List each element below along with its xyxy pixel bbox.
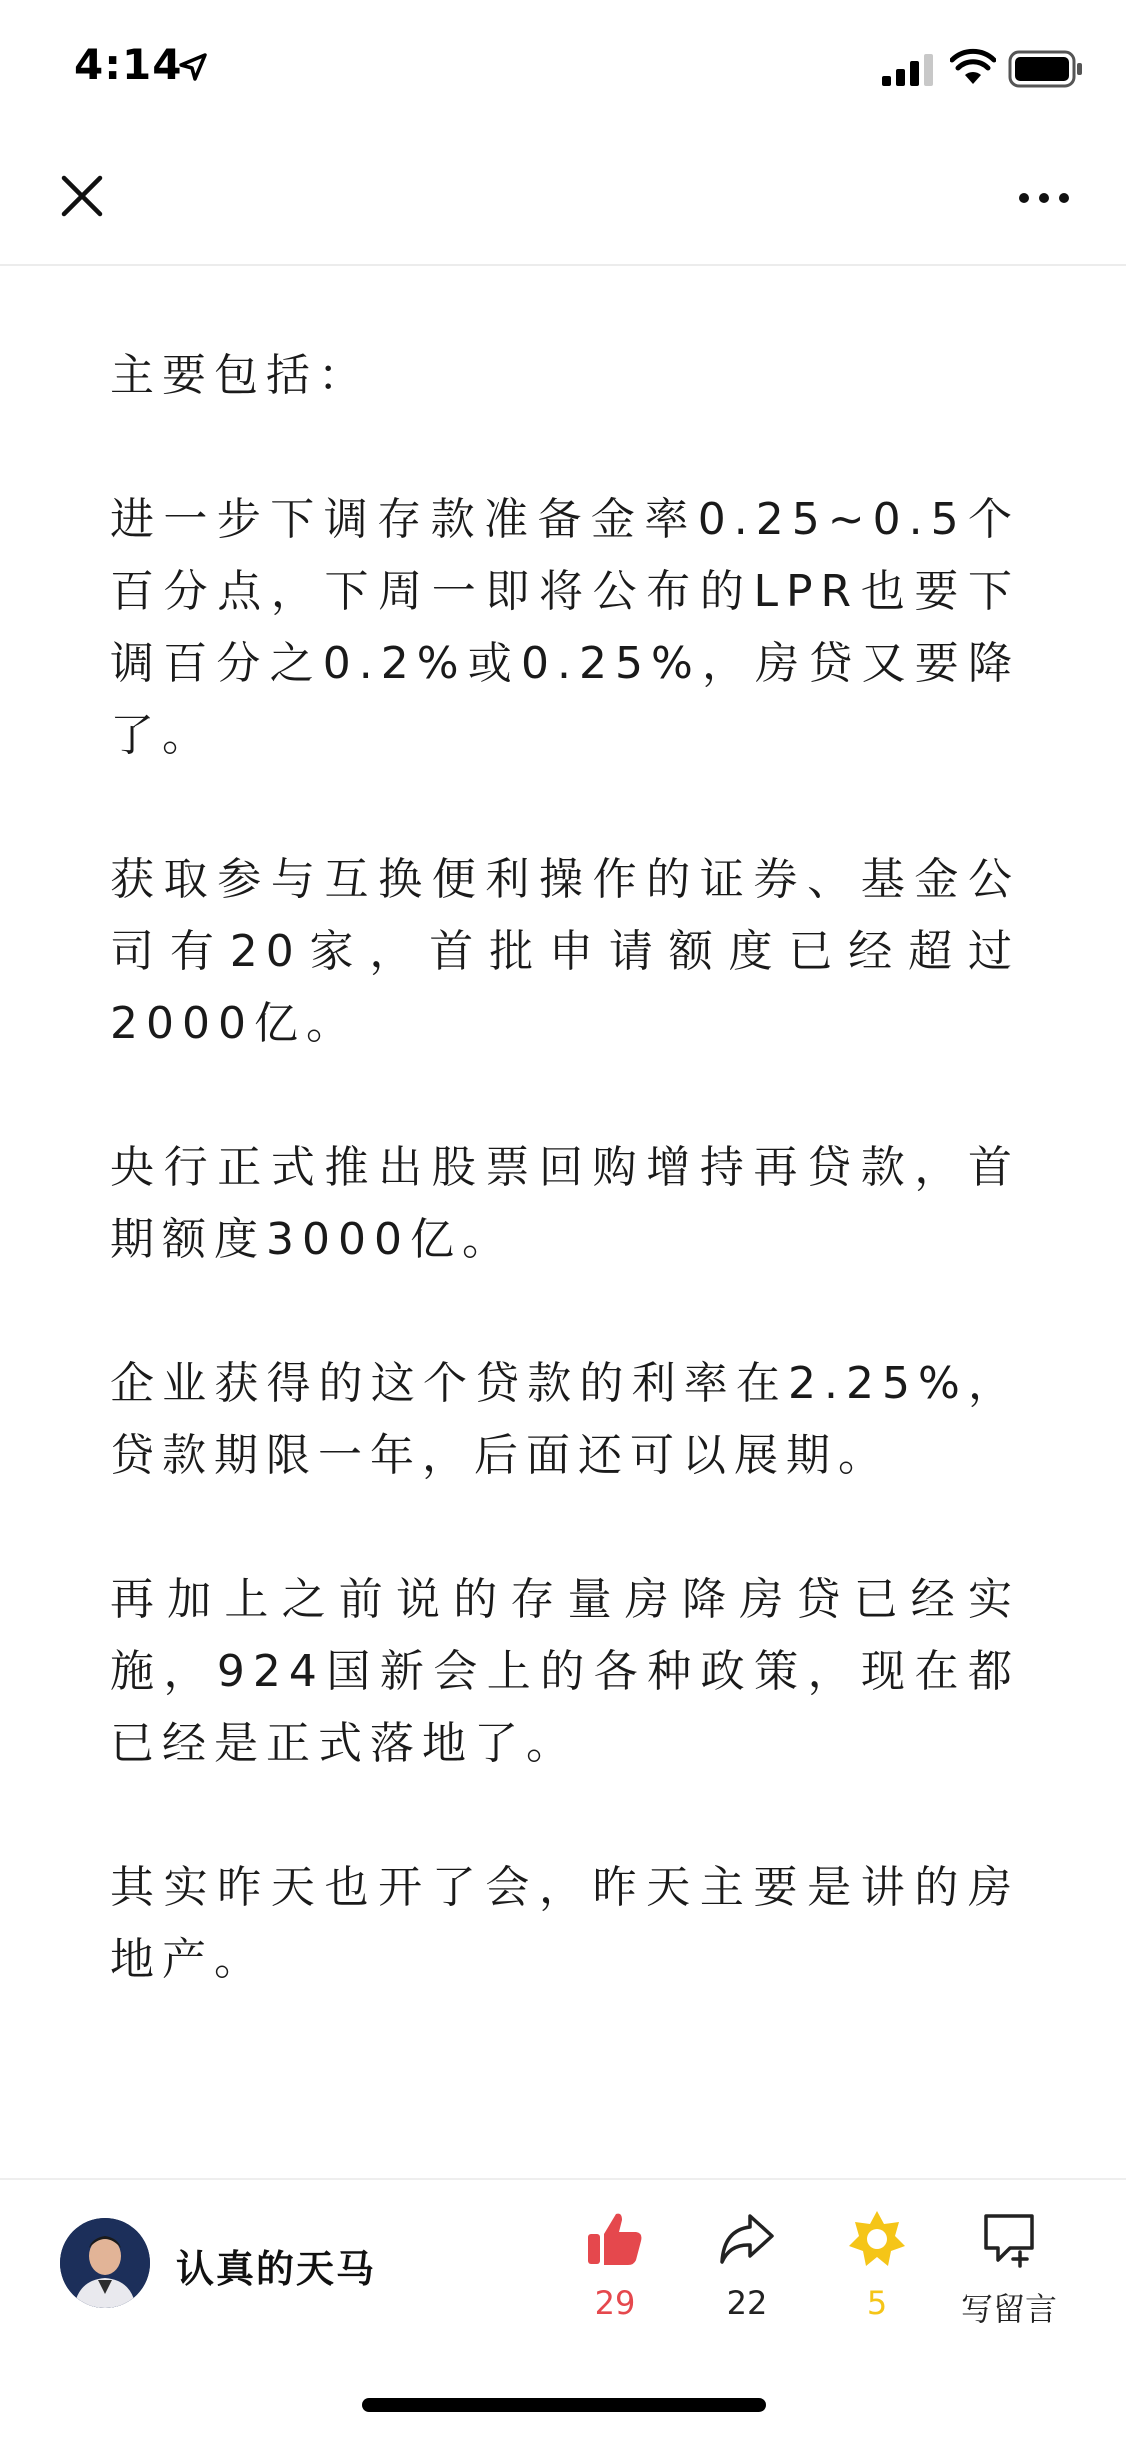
author-name[interactable]: 认真的天马 xyxy=(176,2247,377,2291)
article-paragraph: 其实昨天也开了会，昨天主要是讲的房地产。 xyxy=(110,1862,1020,1985)
share-arrow-icon xyxy=(716,2208,778,2270)
status-time: 4:14 xyxy=(74,40,183,89)
cellular-signal-icon xyxy=(880,52,936,88)
author-avatar[interactable] xyxy=(60,2218,150,2308)
article-paragraph: 获取参与互换便利操作的证券、基金公司有20家，首批申请额度已经超过2000亿。 xyxy=(110,854,1020,1049)
wow-star-icon xyxy=(846,2208,908,2270)
share-count: 22 xyxy=(726,2284,768,2322)
article-paragraph: 主要包括： xyxy=(110,350,370,401)
location-arrow-icon xyxy=(178,52,208,82)
close-icon[interactable] xyxy=(58,172,106,220)
write-comment-button[interactable] xyxy=(954,2208,1064,2330)
comment-icon xyxy=(978,2208,1040,2270)
article-paragraph: 再加上之前说的存量房降房贷已经实施，924国新会上的各种政策，现在都已经是正式落地了。 xyxy=(110,1574,1020,1769)
article-paragraph: 进一步下调存款准备金率0.25~0.5个百分点，下周一即将公布的LPR也要下调百分之0.2%或0.25%，房贷又要降了。 xyxy=(110,494,1020,761)
avatar-image xyxy=(60,2218,150,2308)
status-bar xyxy=(0,0,1126,140)
battery-icon xyxy=(1008,50,1084,88)
article-paragraph: 企业获得的这个贷款的利率在2.25%，贷款期限一年，后面还可以展期。 xyxy=(110,1358,1020,1481)
wifi-icon xyxy=(950,48,996,86)
write-comment-label: 写留言 xyxy=(960,2290,1057,2328)
share-button[interactable] xyxy=(692,2208,802,2322)
like-button[interactable] xyxy=(560,2208,670,2322)
article-body xyxy=(110,340,1020,2068)
nav-bar xyxy=(0,140,1126,266)
like-count: 29 xyxy=(594,2284,636,2322)
wow-count: 5 xyxy=(866,2284,888,2322)
more-icon[interactable] xyxy=(1016,188,1072,208)
wow-button[interactable] xyxy=(822,2208,932,2322)
article-paragraph: 央行正式推出股票回购增持再贷款，首期额度3000亿。 xyxy=(110,1142,1020,1265)
home-indicator[interactable] xyxy=(362,2398,766,2412)
thumbs-up-icon xyxy=(584,2208,646,2270)
